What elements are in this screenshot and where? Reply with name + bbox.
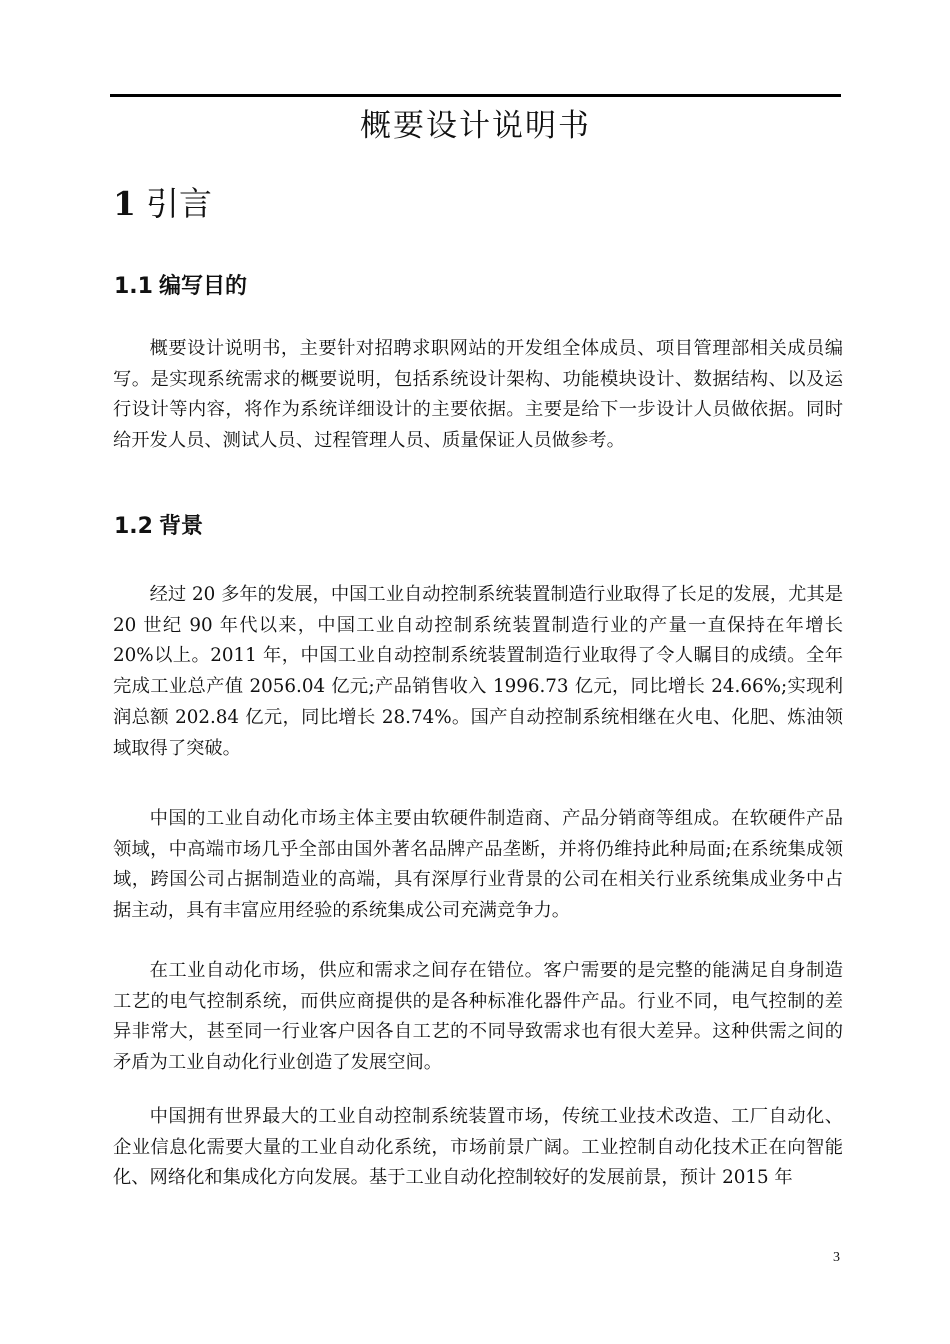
section-heading-introduction: [113, 182, 212, 226]
header-rule: [110, 94, 841, 97]
subsection-number: 1.2: [114, 514, 153, 539]
section-number: 1: [113, 184, 136, 223]
paragraph-background-2: 中国的工业自动化市场主体主要由软硬件制造商、产品分销商等组成。在软硬件产品领域，中高端市场几乎全部由国外著名品牌产品垄断，并将仍维持此种局面;在系统集成领域，跨国公司占据制造业的高端，具有深厚行业背景的公司在相关行业系统集成业务中占据主动，具有丰富应用经验的系统集成公司充满竞争力。: [113, 808, 843, 922]
subsection-number: 1.1: [114, 274, 153, 299]
paragraph-background-3: 在工业自动化市场，供应和需求之间存在错位。客户需要的是完整的能满足自身制造工艺的电气控制系统，而供应商提供的是各种标准化器件产品。行业不同，电气控制的差异非常大，甚至同一行业客户因各自工艺的不同导致需求也有很大差异。这种供需之间的矛盾为工业自动化行业创造了发展空间。: [113, 960, 843, 1074]
document-title: 概要设计说明书: [360, 108, 591, 144]
paragraph-background-1: 经过 20 多年的发展，中国工业自动控制系统装置制造行业取得了长足的发展，尤其是 20 世纪 90 年代以来，中国工业自动控制系统装置制造行业的产量一直保持在年增长 20%以上。2011 年，中国工业自动控制系统装置制造行业取得了令人瞩目的成绩。全年完成工业总产值 2056.04 亿元;产品销售收入 1996.73 亿元，同比增长 24.66%;实现利润总额 202.84 亿元，同比增长 28.74%。国产自动控制系统相继在火电、化肥、炼油领域取得了突破。: [113, 584, 843, 759]
paragraph-purpose: 概要设计说明书，主要针对招聘求职网站的开发组全体成员、项目管理部相关成员编写。是实现系统需求的概要说明，包括系统设计架构、功能模块设计、数据结构、以及运行设计等内容，将作为系统详细设计的主要依据。主要是给下一步设计人员做依据。同时给开发人员、测试人员、过程管理人员、质量保证人员做参考。: [113, 338, 843, 452]
page-number: 3: [833, 1250, 840, 1265]
paragraph-background-4: 中国拥有世界最大的工业自动控制系统装置市场，传统工业技术改造、工厂自动化、企业信息化需要大量的工业自动化系统，市场前景广阔。工业控制自动化技术正在向智能化、网络化和集成化方向发展。基于工业自动化控制较好的发展前景，预计 2015 年: [113, 1106, 843, 1189]
subsection-heading-background: [114, 512, 203, 542]
subsection-heading-purpose: [114, 272, 247, 302]
subsection-title: 编写目的: [158, 274, 247, 299]
subsection-title: 背景: [158, 514, 203, 539]
section-title: 引言: [145, 184, 212, 223]
